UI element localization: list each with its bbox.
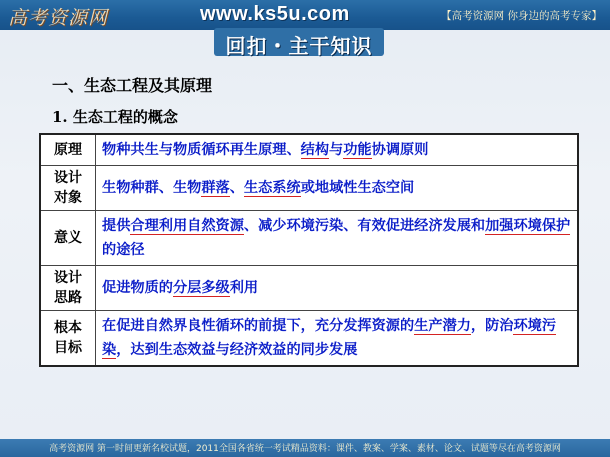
row-label: 设计 对象 [40,166,96,211]
concept-table [39,133,579,367]
row-label: 原理 [40,134,96,166]
site-url[interactable]: www.ks5u.com [200,3,350,25]
content-text: 的途径 [102,242,145,258]
underlined-term: 分层 [172,280,202,296]
underlined-term: 群落 [201,180,230,196]
row-label: 根本 目标 [40,311,96,367]
row-label: 设计 思路 [40,266,96,311]
underlined-term: 生产潜力 [414,318,471,334]
content-text: ，防治 [470,318,514,334]
site-logo: 高考资源网 [8,7,109,29]
footer-banner [0,439,610,457]
table-row [40,311,578,367]
content-text: 或地域性生态空间 [300,180,415,196]
row-content [96,311,579,367]
content-text: 与 [329,142,344,158]
row-content [96,266,579,311]
content-text: 、 [229,180,244,196]
slide-title: 回扣・主干知识 [225,34,373,58]
table-row [40,166,578,211]
content-text: 促进物质的 [102,280,173,296]
row-label: 意义 [40,211,96,266]
footer-text: 高考资源网 第一时间更新名校试题，2011全国各省统一考试精品资料：课件、教案、学案、素材、论文、试题等尽在高考资源网 [49,444,561,454]
underlined-term: 多级 [201,280,230,296]
underlined-term: 功能 [343,142,372,158]
subsection-heading: 1. 生态工程的概念 [52,108,178,126]
content-text: ，达到生态效益与经济效益的同步发展 [116,342,358,358]
underlined-term: 生态系统 [243,180,301,196]
slide-title-box [214,28,384,56]
underlined-term: 环境污染 [102,318,557,358]
content-text: 生物种群、生物 [102,180,202,196]
content-text: 协调原则 [371,142,429,158]
header-slogan: 【高考资源网 你身边的高考专家】 [441,10,602,22]
row-content [96,134,579,166]
underlined-term: 加强环境保护 [485,218,571,234]
concept-table-body [40,134,578,366]
underlined-term: 结构 [300,142,330,158]
row-content [96,211,579,266]
table-row [40,266,578,311]
row-content [96,166,579,211]
table-row [40,211,578,266]
section-heading: 一、生态工程及其原理 [52,76,213,95]
underlined-term: 合理利用自然资源 [130,218,244,234]
content-text: 提供 [102,218,131,234]
content-text: 在促进自然界良性循环的前提下，充分发挥资源的 [102,318,415,334]
content-text: 物种共生与物质循环再生原理、 [102,142,301,158]
table-row [40,134,578,166]
header-banner [0,0,610,30]
content-text: 、减少环境污染、有效促进经济发展和 [243,218,486,234]
content-text: 利用 [229,280,259,296]
